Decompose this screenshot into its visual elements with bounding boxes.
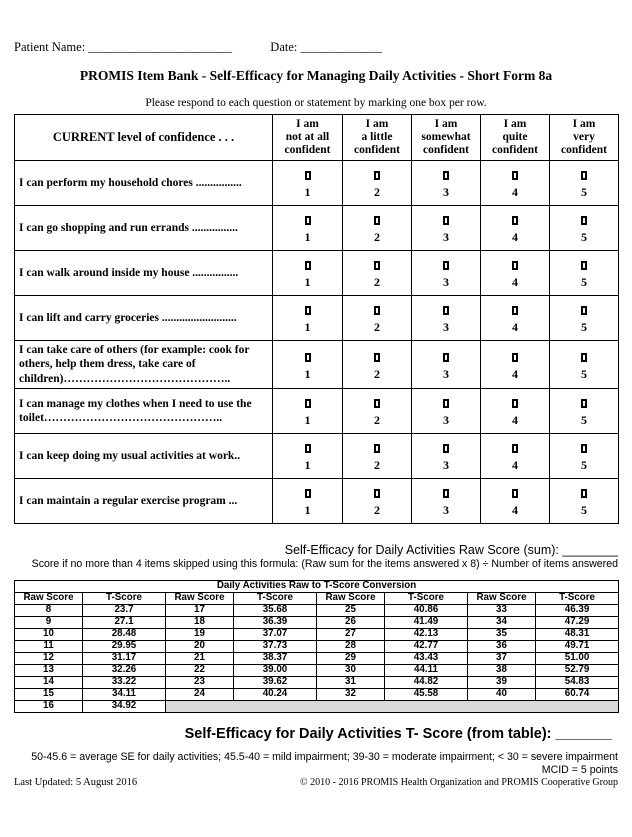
patient-name-blank[interactable]: _______________________	[88, 40, 233, 54]
checkbox[interactable]	[512, 216, 518, 225]
checkbox[interactable]	[305, 261, 311, 270]
checkbox-value: 5	[581, 366, 587, 381]
checkbox[interactable]	[374, 489, 380, 498]
tscore-header: T-Score	[234, 593, 317, 605]
checkbox[interactable]	[512, 171, 518, 180]
conversion-cell: 9	[15, 617, 83, 629]
option-header-line: I am	[572, 117, 596, 130]
checkbox-value: 5	[581, 413, 587, 428]
conversion-cell: 36.39	[234, 617, 317, 629]
conversion-cell: 35	[468, 629, 536, 641]
checkbox[interactable]	[374, 399, 380, 408]
checkbox-value: 5	[581, 503, 587, 518]
option-header-line: confident	[354, 144, 400, 157]
option-header-line: very	[573, 130, 595, 143]
answer-cell	[481, 479, 550, 524]
conversion-row	[15, 617, 619, 629]
conversion-cell: 60.74	[536, 689, 619, 701]
answer-cell	[481, 296, 550, 341]
answer-cell	[273, 341, 343, 389]
questionnaire-table	[14, 114, 619, 524]
questionnaire-row	[15, 389, 619, 434]
checkbox[interactable]	[581, 306, 587, 315]
checkbox[interactable]	[512, 261, 518, 270]
option-header-5	[550, 115, 619, 161]
conversion-header-row	[15, 593, 619, 605]
answer-cell	[343, 161, 412, 206]
answer-cell	[412, 389, 481, 434]
conversion-cell: 11	[15, 641, 83, 653]
conversion-cell: 42.77	[385, 641, 468, 653]
questionnaire-row	[15, 434, 619, 479]
option-header-line: confident	[561, 144, 607, 157]
answer-cell	[343, 434, 412, 479]
answer-cell	[412, 341, 481, 389]
conversion-cell: 39	[468, 677, 536, 689]
copyright: © 2010 - 2016 PROMIS Health Organization and PROMIS Cooperative Group	[300, 777, 618, 789]
raw-score-label: Self-Efficacy for Daily Activities Raw Score (sum):	[284, 543, 559, 558]
checkbox[interactable]	[581, 399, 587, 408]
conversion-cell: 40.86	[385, 605, 468, 617]
tscore-blank[interactable]: _______	[555, 726, 612, 743]
conversion-cell: 46.39	[536, 605, 619, 617]
option-header-3	[412, 115, 481, 161]
answer-cell	[273, 161, 343, 206]
option-header-line: I am	[503, 117, 527, 130]
checkbox-value: 1	[304, 458, 311, 473]
conversion-cell: 30	[317, 665, 385, 677]
answer-cell	[343, 341, 412, 389]
checkbox[interactable]	[374, 306, 380, 315]
conversion-cell: 20	[166, 641, 234, 653]
checkbox[interactable]	[374, 171, 380, 180]
conversion-cell: 34	[468, 617, 536, 629]
conversion-cell: 47.29	[536, 617, 619, 629]
raw-score-header: Raw Score	[468, 593, 536, 605]
checkbox[interactable]	[443, 399, 449, 408]
question-text: I can lift and carry groceries ..........................	[15, 296, 273, 341]
option-header-line: somewhat	[421, 130, 471, 143]
checkbox-value: 3	[443, 185, 449, 200]
checkbox[interactable]	[581, 353, 587, 362]
conversion-row	[15, 653, 619, 665]
conversion-cell: 34.92	[83, 701, 166, 713]
question-text: I can walk around inside my house ................	[15, 251, 273, 296]
date-blank[interactable]: _____________	[300, 40, 382, 54]
conversion-cell: 21	[166, 653, 234, 665]
checkbox-value: 4	[512, 185, 518, 200]
checkbox[interactable]	[374, 216, 380, 225]
checkbox[interactable]	[512, 399, 518, 408]
conversion-row	[15, 629, 619, 641]
checkbox[interactable]	[512, 306, 518, 315]
option-header-line: not at all	[285, 130, 330, 143]
answer-cell	[481, 341, 550, 389]
conversion-cell: 42.13	[385, 629, 468, 641]
answer-cell	[412, 206, 481, 251]
checkbox-value: 2	[374, 503, 380, 518]
form-title: PROMIS Item Bank - Self-Efficacy for Managing Daily Activities - Short Form 8a	[79, 68, 553, 83]
conversion-table-title: Daily Activities Raw to T-Score Conversion	[15, 581, 619, 593]
checkbox-value: 4	[512, 366, 518, 381]
conversion-cell: 40	[468, 689, 536, 701]
checkbox-value: 3	[443, 366, 449, 381]
conversion-cell: 15	[15, 689, 83, 701]
answer-cell	[481, 251, 550, 296]
question-text: I can keep doing my usual activities at work..	[15, 434, 273, 479]
checkbox-value: 4	[512, 275, 518, 290]
answer-cell	[481, 434, 550, 479]
conversion-cell: 33	[468, 605, 536, 617]
tscore-label: Self-Efficacy for Daily Activities T- Score (from table):	[184, 726, 552, 743]
conversion-cell: 49.71	[536, 641, 619, 653]
checkbox-value: 2	[374, 366, 380, 381]
checkbox[interactable]	[512, 353, 518, 362]
checkbox[interactable]	[443, 261, 449, 270]
interpretation-note: 50-45.6 = average SE for daily activities; 45.5-40 = mild impairment; 39-30 = moderate impairment; < 30 = severe impairment	[31, 751, 618, 764]
answer-cell	[481, 206, 550, 251]
option-header-line: a little	[361, 130, 393, 143]
checkbox[interactable]	[443, 171, 449, 180]
conversion-cell: 48.31	[536, 629, 619, 641]
conversion-row-last	[15, 701, 619, 713]
checkbox[interactable]	[305, 306, 311, 315]
conversion-cell: 38	[468, 665, 536, 677]
checkbox-value: 2	[374, 458, 380, 473]
checkbox-value: 3	[443, 413, 449, 428]
answer-cell	[273, 434, 343, 479]
conversion-row	[15, 641, 619, 653]
option-header-line: confident	[423, 144, 469, 157]
conversion-cell: 39.00	[234, 665, 317, 677]
conversion-cell: 24	[166, 689, 234, 701]
form-page	[0, 40, 632, 788]
conversion-cell: 34.11	[83, 689, 166, 701]
answer-cell	[412, 296, 481, 341]
checkbox[interactable]	[374, 261, 380, 270]
checkbox-value: 1	[304, 413, 311, 428]
checkbox-value: 5	[581, 275, 587, 290]
option-header-1	[273, 115, 343, 161]
raw-score-header: Raw Score	[166, 593, 234, 605]
checkbox-value: 5	[581, 185, 587, 200]
option-header-line: confident	[492, 144, 538, 157]
questionnaire-row	[15, 479, 619, 524]
conversion-cell: 27.1	[83, 617, 166, 629]
answer-cell	[273, 479, 343, 524]
conversion-cell: 18	[166, 617, 234, 629]
tscore-header: T-Score	[83, 593, 166, 605]
answer-cell	[343, 251, 412, 296]
conversion-cell: 12	[15, 653, 83, 665]
conversion-cell: 28.48	[83, 629, 166, 641]
conversion-row	[15, 665, 619, 677]
conversion-cell: 39.62	[234, 677, 317, 689]
raw-score-header: Raw Score	[317, 593, 385, 605]
checkbox[interactable]	[374, 444, 380, 453]
answer-cell	[343, 206, 412, 251]
checkbox[interactable]	[443, 353, 449, 362]
checkbox-value: 3	[443, 275, 449, 290]
conversion-row	[15, 605, 619, 617]
conversion-cell: 35.68	[234, 605, 317, 617]
checkbox-value: 4	[512, 413, 518, 428]
conversion-cell: 16	[15, 701, 83, 713]
questionnaire-row	[15, 296, 619, 341]
question-text: I can go shopping and run errands ................	[15, 206, 273, 251]
raw-score-header: Raw Score	[15, 593, 83, 605]
raw-score-blank[interactable]: ________	[562, 543, 618, 558]
checkbox-value: 1	[304, 320, 311, 335]
tscore-header: T-Score	[536, 593, 619, 605]
conversion-cell: 13	[15, 665, 83, 677]
conversion-cell: 44.82	[385, 677, 468, 689]
table-corner-header: CURRENT level of confidence . . .	[15, 115, 273, 161]
checkbox-value: 3	[443, 458, 449, 473]
checkbox[interactable]	[443, 306, 449, 315]
conversion-cell: 23.7	[83, 605, 166, 617]
conversion-cell: 22	[166, 665, 234, 677]
checkbox-value: 4	[512, 458, 518, 473]
checkbox[interactable]	[305, 489, 311, 498]
conversion-cell: 31	[317, 677, 385, 689]
answer-cell	[550, 296, 619, 341]
conversion-cell: 32	[317, 689, 385, 701]
checkbox[interactable]	[443, 216, 449, 225]
questionnaire-row	[15, 251, 619, 296]
questionnaire-row	[15, 341, 619, 389]
conversion-cell: 37	[468, 653, 536, 665]
checkbox-value: 1	[304, 366, 311, 381]
checkbox-value: 1	[304, 230, 311, 245]
option-header-line: quite	[502, 130, 528, 143]
answer-cell	[550, 161, 619, 206]
raw-score-line	[14, 543, 618, 557]
conversion-cell: 38.37	[234, 653, 317, 665]
checkbox[interactable]	[443, 489, 449, 498]
checkbox[interactable]	[581, 171, 587, 180]
option-header-line: I am	[434, 117, 458, 130]
conversion-cell: 37.73	[234, 641, 317, 653]
checkbox[interactable]	[305, 171, 311, 180]
question-text: I can maintain a regular exercise program ...	[15, 479, 273, 524]
conversion-cell: 27	[317, 629, 385, 641]
checkbox-value: 2	[374, 275, 380, 290]
conversion-cell: 29.95	[83, 641, 166, 653]
checkbox-value: 1	[304, 503, 311, 518]
conversion-cell: 37.07	[234, 629, 317, 641]
question-text: I can manage my clothes when I need to use the toilet………………………………………..	[15, 389, 273, 434]
mcid-note: MCID = 5 points	[541, 764, 618, 777]
answer-cell	[343, 296, 412, 341]
checkbox-value: 4	[512, 320, 518, 335]
conversion-cell: 54.83	[536, 677, 619, 689]
conversion-cell: 31.17	[83, 653, 166, 665]
last-updated: Last Updated: 5 August 2016	[14, 777, 138, 789]
answer-cell	[481, 389, 550, 434]
conversion-cell: 29	[317, 653, 385, 665]
conversion-cell: 26	[317, 617, 385, 629]
shaded-cell	[166, 701, 619, 713]
checkbox[interactable]	[581, 216, 587, 225]
option-header-line: I am	[296, 117, 319, 130]
checkbox-value: 1	[304, 185, 311, 200]
answer-cell	[550, 479, 619, 524]
tscore-line	[14, 726, 618, 742]
conversion-cell: 45.58	[385, 689, 468, 701]
checkbox-value: 5	[581, 458, 587, 473]
questionnaire-row	[15, 161, 619, 206]
conversion-cell: 17	[166, 605, 234, 617]
question-text: I can perform my household chores ................	[15, 161, 273, 206]
checkbox-value: 3	[443, 503, 449, 518]
tscore-header: T-Score	[385, 593, 468, 605]
checkbox-value: 3	[443, 320, 449, 335]
checkbox-value: 1	[304, 275, 311, 290]
checkbox[interactable]	[374, 353, 380, 362]
conversion-cell: 23	[166, 677, 234, 689]
option-header-line: confident	[284, 144, 331, 157]
conversion-cell: 28	[317, 641, 385, 653]
conversion-cell: 41.49	[385, 617, 468, 629]
checkbox-value: 4	[512, 230, 518, 245]
answer-cell	[412, 251, 481, 296]
patient-name-label: Patient Name:	[14, 40, 86, 54]
checkbox[interactable]	[305, 216, 311, 225]
conversion-cell: 19	[166, 629, 234, 641]
answer-cell	[343, 389, 412, 434]
conversion-cell: 51.00	[536, 653, 619, 665]
checkbox[interactable]	[305, 353, 311, 362]
option-header-2	[343, 115, 412, 161]
answer-cell	[550, 206, 619, 251]
option-header-line: I am	[365, 117, 389, 130]
checkbox[interactable]	[512, 444, 518, 453]
checkbox-value: 2	[374, 230, 380, 245]
answer-cell	[412, 161, 481, 206]
option-header-4	[481, 115, 550, 161]
answer-cell	[273, 389, 343, 434]
conversion-cell: 36	[468, 641, 536, 653]
conversion-cell: 25	[317, 605, 385, 617]
checkbox-value: 5	[581, 230, 587, 245]
checkbox-value: 2	[374, 320, 380, 335]
conversion-row	[15, 689, 619, 701]
conversion-cell: 40.24	[234, 689, 317, 701]
questionnaire-header-row	[15, 115, 619, 161]
instruction-text: Please respond to each question or statement by marking one box per row.	[145, 97, 487, 109]
answer-cell	[343, 479, 412, 524]
patient-info-line	[14, 40, 618, 55]
answer-cell	[273, 296, 343, 341]
conversion-cell: 33.22	[83, 677, 166, 689]
question-text: I can take care of others (for example: cook for others, help them dress, take care of children)……………………………………..	[15, 341, 273, 389]
conversion-cell: 32.26	[83, 665, 166, 677]
checkbox-value: 2	[374, 413, 380, 428]
conversion-table	[14, 580, 619, 713]
conversion-cell: 8	[15, 605, 83, 617]
answer-cell	[550, 434, 619, 479]
checkbox[interactable]	[512, 489, 518, 498]
checkbox-value: 5	[581, 320, 587, 335]
answer-cell	[550, 389, 619, 434]
conversion-cell: 43.43	[385, 653, 468, 665]
checkbox[interactable]	[305, 399, 311, 408]
conversion-cell: 44.11	[385, 665, 468, 677]
checkbox-value: 2	[374, 185, 380, 200]
answer-cell	[412, 479, 481, 524]
answer-cell	[550, 251, 619, 296]
page-footer	[14, 777, 618, 788]
scoring-formula-note: Score if no more than 4 items skipped using this formula: (Raw sum for the items answered x 8) ÷ Number of items answered	[31, 558, 618, 571]
checkbox[interactable]	[581, 261, 587, 270]
conversion-cell: 10	[15, 629, 83, 641]
checkbox[interactable]	[443, 444, 449, 453]
date-label: Date:	[270, 40, 298, 54]
answer-cell	[550, 341, 619, 389]
answer-cell	[481, 161, 550, 206]
answer-cell	[273, 251, 343, 296]
conversion-title-row	[15, 581, 619, 593]
checkbox[interactable]	[581, 489, 587, 498]
conversion-row	[15, 677, 619, 689]
checkbox[interactable]	[305, 444, 311, 453]
answer-cell	[273, 206, 343, 251]
questionnaire-row	[15, 206, 619, 251]
conversion-cell: 52.79	[536, 665, 619, 677]
checkbox[interactable]	[581, 444, 587, 453]
conversion-cell: 14	[15, 677, 83, 689]
answer-cell	[412, 434, 481, 479]
checkbox-value: 3	[443, 230, 449, 245]
checkbox-value: 4	[512, 503, 518, 518]
